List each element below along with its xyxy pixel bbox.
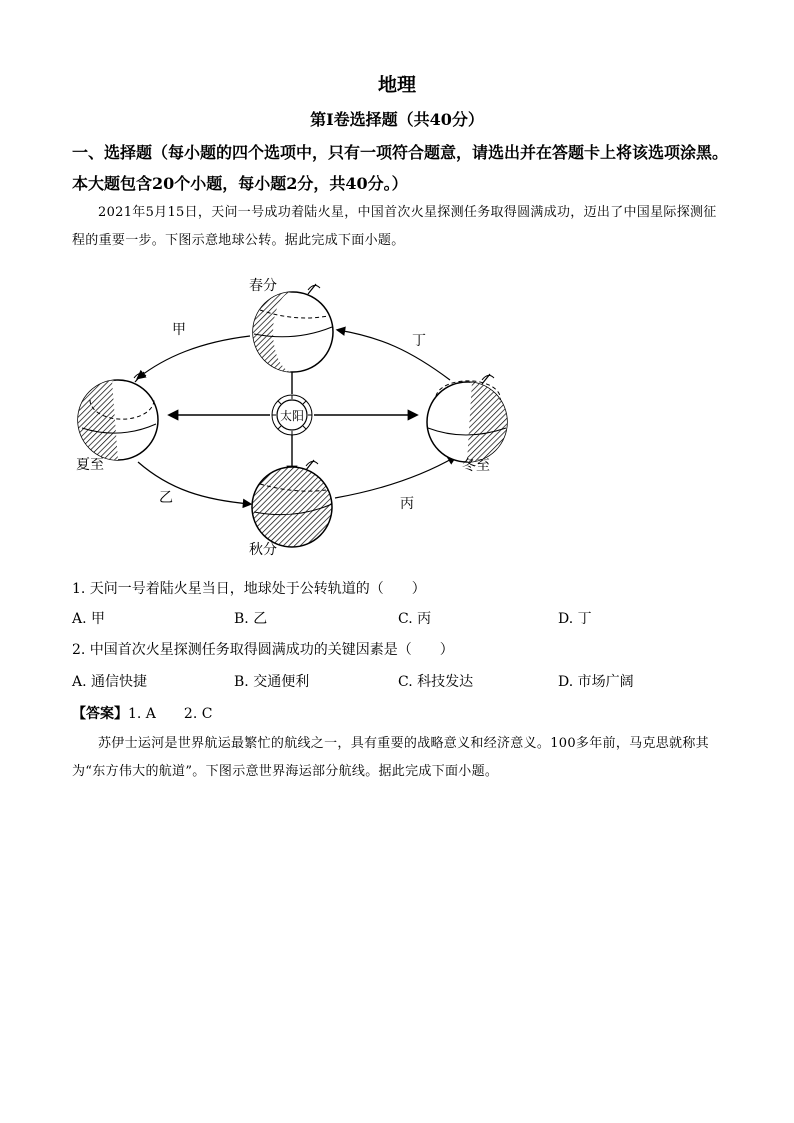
answer-label: 【答案】 <box>72 706 128 722</box>
answer-line <box>72 703 212 723</box>
label-autumn: 秋分 <box>249 542 277 558</box>
sun-icon <box>272 395 312 435</box>
orbit-arc-ding <box>338 330 450 380</box>
orbit-arc-bing <box>335 457 455 498</box>
question-2-option-b[interactable]: B. 交通便利 <box>234 674 310 690</box>
earth-autumn-equinox <box>252 460 332 547</box>
question-2-stem: 2. 中国首次火星探测任务取得圆满成功的关键因素是（ ） <box>72 642 454 658</box>
section-instruction-line1: 一、选择题（每小题的四个选项中，只有一项符合题意，请选出并在答题卡上将该选项涂黑。 <box>72 143 729 162</box>
intro-paragraph-1: 2021年5月15日，天问一号成功着陆火星，中国首次火星探测任务取得圆满成功，迈出了中国星际探测征程的重要一步。下图示意地球公转。据此完成下面小题。 <box>72 205 717 248</box>
sun-label: 太阳 <box>279 409 305 423</box>
label-spring: 春分 <box>249 278 277 294</box>
answer-text: 1. A 2. C <box>128 706 213 722</box>
orbit-arc-yi <box>138 462 250 504</box>
question-1-option-b[interactable]: B. 乙 <box>234 611 268 627</box>
earth-revolution-diagram <box>70 272 530 567</box>
earth-winter-solstice <box>427 374 507 462</box>
intro-paragraph-2: 苏伊士运河是世界航运最繁忙的航线之一，具有重要的战略意义和经济意义。100多年前，马克思就称其为“东方伟大的航道”。下图示意世界海运部分航线。据此完成下面小题。 <box>72 736 709 779</box>
question-1-option-d[interactable]: D. 丁 <box>558 611 592 627</box>
label-arc-ding: 丁 <box>412 333 426 349</box>
question-1-option-a[interactable]: A. 甲 <box>72 611 106 627</box>
question-2-option-d[interactable]: D. 市场广阔 <box>558 674 634 690</box>
question-2-option-a[interactable]: A. 通信快捷 <box>72 674 148 690</box>
label-arc-jia: 甲 <box>172 322 186 338</box>
page-title: 地理 <box>377 74 416 96</box>
earth-summer-solstice <box>78 372 158 460</box>
section-subtitle: 第Ⅰ卷选择题（共40分） <box>310 110 484 129</box>
label-arc-yi: 乙 <box>159 490 173 506</box>
label-arc-bing: 丙 <box>400 496 414 512</box>
question-1-option-c[interactable]: C. 丙 <box>398 611 432 627</box>
question-2-option-c[interactable]: C. 科技发达 <box>398 674 474 690</box>
label-summer: 夏至 <box>76 457 104 473</box>
section-instruction-line2: 本大题包含20个小题，每小题2分，共40分。） <box>72 174 408 193</box>
orbit-arc-jia <box>138 336 250 378</box>
label-winter: 冬至 <box>462 458 490 474</box>
earth-spring-equinox <box>253 284 333 372</box>
question-1-stem: 1. 天问一号着陆火星当日，地球处于公转轨道的（ ） <box>72 581 426 597</box>
